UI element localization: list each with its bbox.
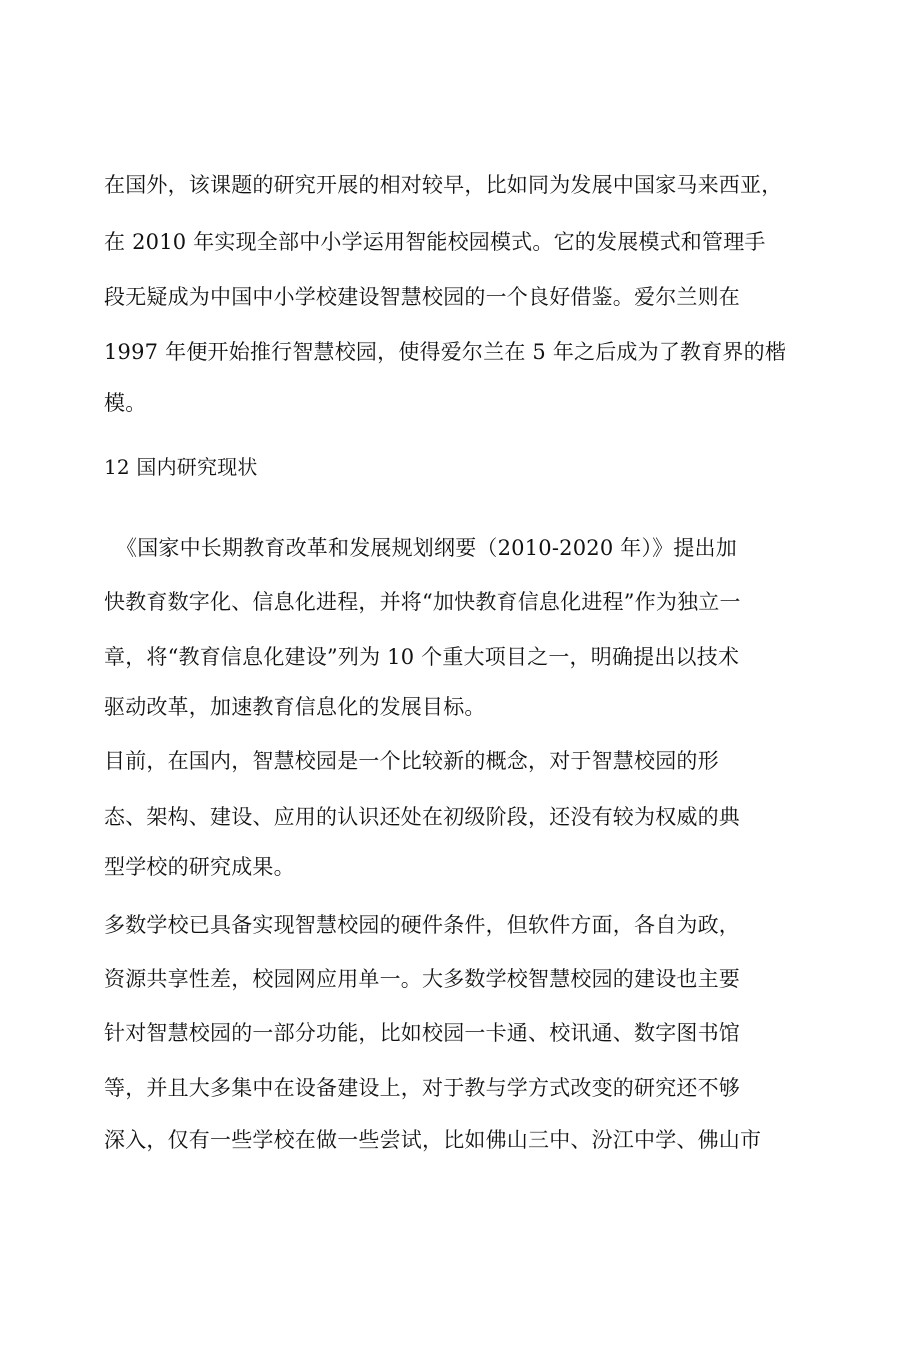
text-line: 等，并且大多集中在设备建设上，对于教与学方式改变的研究还不够 (104, 1076, 740, 1100)
text-line: 快教育数字化、信息化进程，并将“加快教育信息化进程”作为独立一 (104, 590, 741, 614)
section-heading: 12 国内研究现状 (104, 455, 258, 479)
text-line: 目前，在国内，智慧校园是一个比较新的概念，对于智慧校园的形 (104, 749, 719, 773)
text-line: 态、架构、建设、应用的认识还处在初级阶段，还没有较为权威的典 (104, 805, 740, 829)
text-line: 深入，仅有一些学校在做一些尝试，比如佛山三中、汾江中学、佛山市 (104, 1128, 762, 1152)
text-line: 多数学校已具备实现智慧校园的硬件条件，但软件方面，各自为政， (104, 913, 740, 937)
text-line: 段无疑成为中国中小学校建设智慧校园的一个良好借鉴。爱尔兰则在 (104, 285, 740, 309)
text-line: 型学校的研究成果。 (104, 855, 295, 879)
text-line: 1997 年便开始推行智慧校园，使得爱尔兰在 5 年之后成为了教育界的楷 (104, 340, 787, 364)
text-line: 模。 (104, 391, 147, 415)
text-line: 资源共享性差，校园网应用单一。大多数学校智慧校园的建设也主要 (104, 967, 740, 991)
text-line: 驱动改革，加速教育信息化的发展目标。 (104, 695, 486, 719)
text-line: 在国外，该课题的研究开展的相对较早，比如同为发展中国家马来西亚， (104, 173, 783, 197)
text-line: 《国家中长期教育改革和发展规划纲要（2010-2020 年）》提出加 (116, 536, 737, 560)
text-line: 针对智慧校园的一部分功能，比如校园一卡通、校讯通、数字图书馆 (104, 1021, 740, 1045)
text-line: 在 2010 年实现全部中小学运用智能校园模式。它的发展模式和管理手 (104, 230, 766, 254)
text-line: 章，将“教育信息化建设”列为 10 个重大项目之一，明确提出以技术 (104, 645, 740, 669)
